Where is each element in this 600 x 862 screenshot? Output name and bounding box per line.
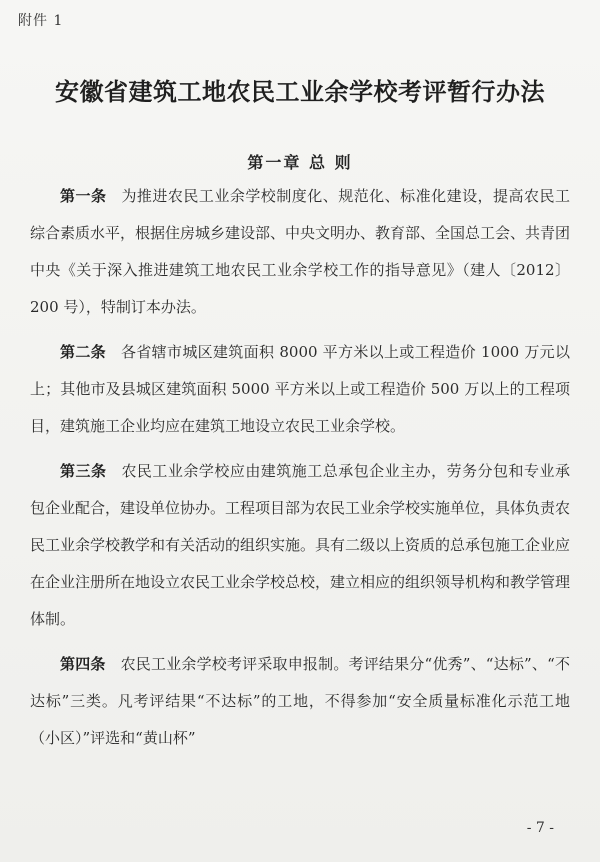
article-4	[30, 646, 570, 757]
article-list	[30, 178, 570, 765]
article-3-text: 农民工业余学校应由建筑施工总承包企业主办，劳务分包和专业承包企业配合，建设单位协办。工程项目部为农民工业余学校实施单位，具体负责农民工业余学校教学和有关活动的组织实施。具有二级以上资质的总承包施工企业应在企业注册所在地设立农民工业余学校总校，建立相应的组织领导机构和教学管理体制。	[30, 462, 571, 628]
article-2	[30, 334, 570, 445]
article-1-text: 为推进农民工业余学校制度化、规范化、标准化建设，提高农民工综合素质水平，根据住房城乡建设部、中央文明办、教育部、全国总工会、共青团中央《关于深入推进建筑工地农民工业余学校工作的指导意见》（建人〔2012〕200 号），特制订本办法。	[30, 187, 571, 316]
article-2-heading: 第二条	[60, 343, 106, 361]
attachment-label: 附件 1	[18, 13, 64, 29]
article-4-heading: 第四条	[60, 655, 106, 673]
article-3-heading: 第三条	[60, 462, 107, 480]
article-2-text: 各省辖市城区建筑面积 8000 平方米以上或工程造价 1000 万元以上；其他市及县城区建筑面积 5000 平方米以上或工程造价 500 万以上的工程项目，建筑施工企业均应在建筑工地设立农民工业余学校。	[30, 343, 570, 435]
article-1-heading: 第一条	[60, 187, 107, 205]
article-4-text: 农民工业余学校考评采取申报制。考评结果分“优秀”、“达标”、“不达标”三类。凡考评结果“不达标”的工地，不得参加“安全质量标准化示范工地（小区）”评选和“黄山杯”	[30, 655, 570, 747]
article-3	[30, 453, 570, 638]
document-title: 安徽省建筑工地农民工业余学校考评暂行办法	[55, 77, 545, 106]
article-1	[30, 178, 570, 326]
chapter-heading: 第一章 总 则	[247, 153, 353, 172]
page-number: - 7 -	[526, 820, 554, 836]
